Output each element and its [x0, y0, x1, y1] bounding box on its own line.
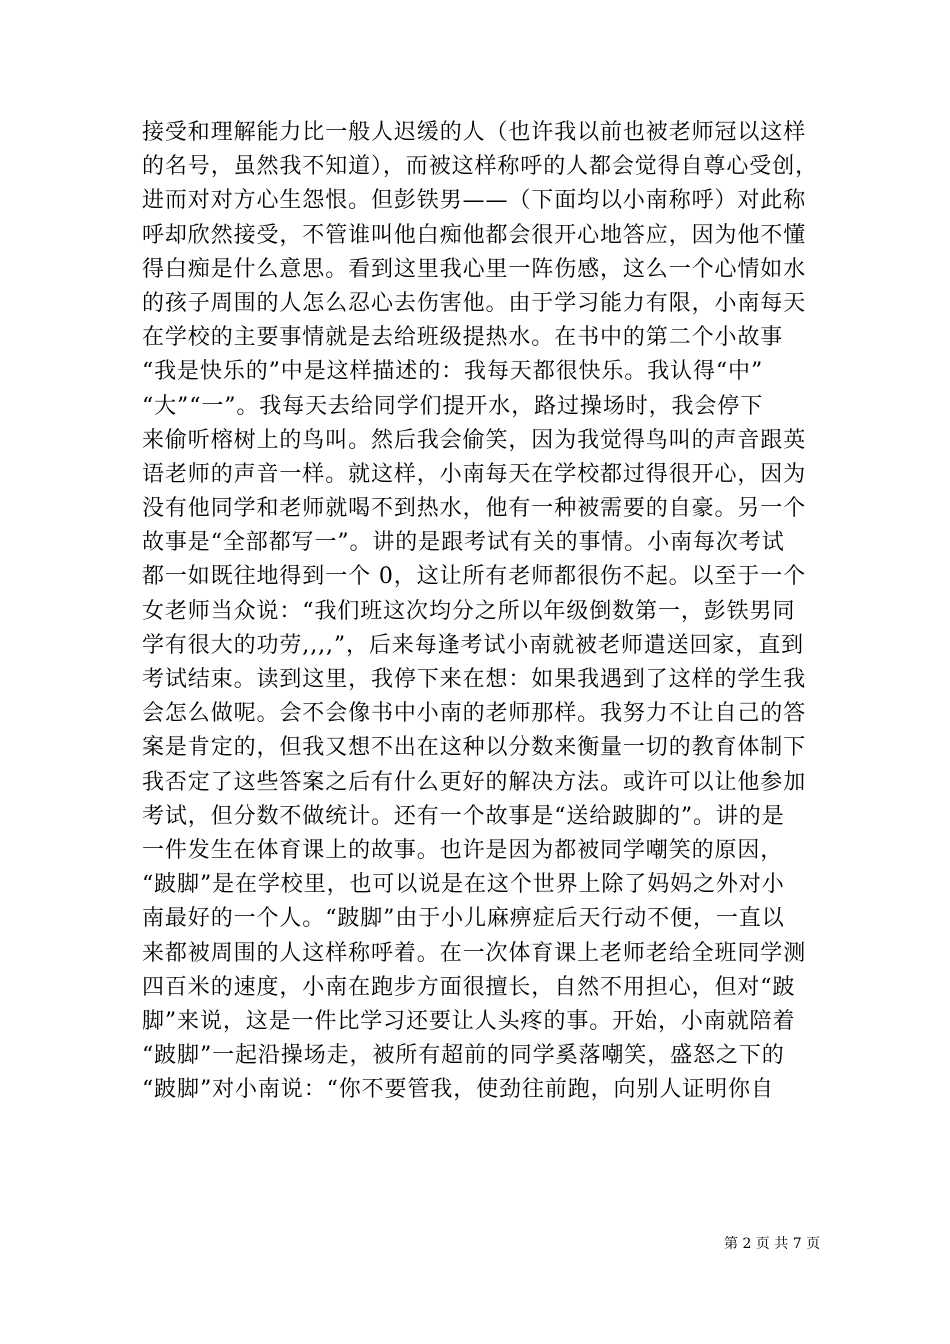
body-text [142, 116, 822, 1107]
text-line: 进而对对方心生怨恨。但彭铁男——（下面均以小南称呼）对此称 [142, 188, 807, 214]
text-line: 案是肯定的，但我又想不出在这种以分数来衡量一切的教育体制下 [142, 735, 807, 761]
text-line: 会怎么做呢。会不会像书中小南的老师那样。我努力不让自己的答 [142, 701, 807, 727]
text-line: 考试结束。读到这里，我停下来在想：如果我遇到了这样的学生我 [142, 667, 807, 692]
text-line: 南最好的一个人。“跛脚”由于小儿麻痹症后天行动不便，一直以 [142, 906, 785, 932]
text-line: “跛脚”对小南说：“你不要管我，使劲往前跑，向别人证明你自 [142, 1077, 774, 1103]
page-number: 第 2 页 共 7 页 [724, 1236, 821, 1252]
text-line: “大”“一”。我每天去给同学们提开水，路过操场时，我会停下 [142, 393, 764, 419]
text-line: 都一如既往地得到一个 0，这让所有老师都很伤不起。以至于一个 [142, 564, 806, 590]
text-line: 故事是“全部都写一”。讲的是跟考试有关的事情。小南每次考试 [142, 530, 785, 556]
text-line: 我否定了这些答案之后有什么更好的解决方法。或许可以让他参加 [142, 769, 807, 795]
text-line: 四百米的速度，小南在跑步方面很擅长，自然不用担心，但对“跛 [142, 974, 796, 1000]
text-line: 女老师当众说：“我们班这次均分之所以年级倒数第一，彭铁男同 [142, 598, 796, 624]
text-line: “跛脚”一起沿操场走，被所有超前的同学奚落嘲笑，盛怒之下的 [142, 1043, 785, 1069]
text-line: 一件发生在体育课上的故事。也许是因为都被同学嘲笑的原因， [142, 837, 784, 863]
text-line: 的孩子周围的人怎么忍心去伤害他。由于学习能力有限，小南每天 [142, 290, 807, 316]
text-line: 脚”来说，这是一件比学习还要让人头疼的事。开始，小南就陪着 [142, 1008, 796, 1034]
text-line: 考试，但分数不做统计。还有一个故事是“送给跛脚的”。讲的是 [142, 803, 785, 829]
text-line: “跛脚”是在学校里，也可以说是在这个世界上除了妈妈之外对小 [142, 872, 785, 898]
text-line: 语老师的声音一样。就这样，小南每天在学校都过得很开心，因为 [142, 461, 807, 487]
text-line: 接受和理解能力比一般人迟缓的人（也许我以前也被老师冠以这样 [142, 120, 807, 145]
text-line: 在学校的主要事情就是去给班级提热水。在书中的第二个小故事 [142, 325, 784, 351]
text-line: 得白痴是什么意思。看到这里我心里一阵伤感，这么一个心情如水 [142, 256, 807, 282]
text-line: 的名号，虽然我不知道），而被这样称呼的人都会觉得自尊心受创， [142, 154, 819, 180]
text-line: 学有很大的功劳,,,,”，后来每逢考试小南就被老师遣送回家，直到 [142, 632, 805, 658]
text-line: 来偷听榕树上的鸟叫。然后我会偷笑，因为我觉得鸟叫的声音跟英 [142, 427, 807, 453]
text-line: 呼却欣然接受，不管谁叫他白痴他都会很开心地答应，因为他不懂 [142, 222, 807, 248]
text-line: “我是快乐的”中是这样描述的：我每天都很快乐。我认得“中” [142, 359, 764, 385]
text-line: 来都被周围的人这样称呼着。在一次体育课上老师老给全班同学测 [142, 940, 807, 966]
text-line: 没有他同学和老师就喝不到热水，他有一种被需要的自豪。另一个 [142, 496, 807, 522]
